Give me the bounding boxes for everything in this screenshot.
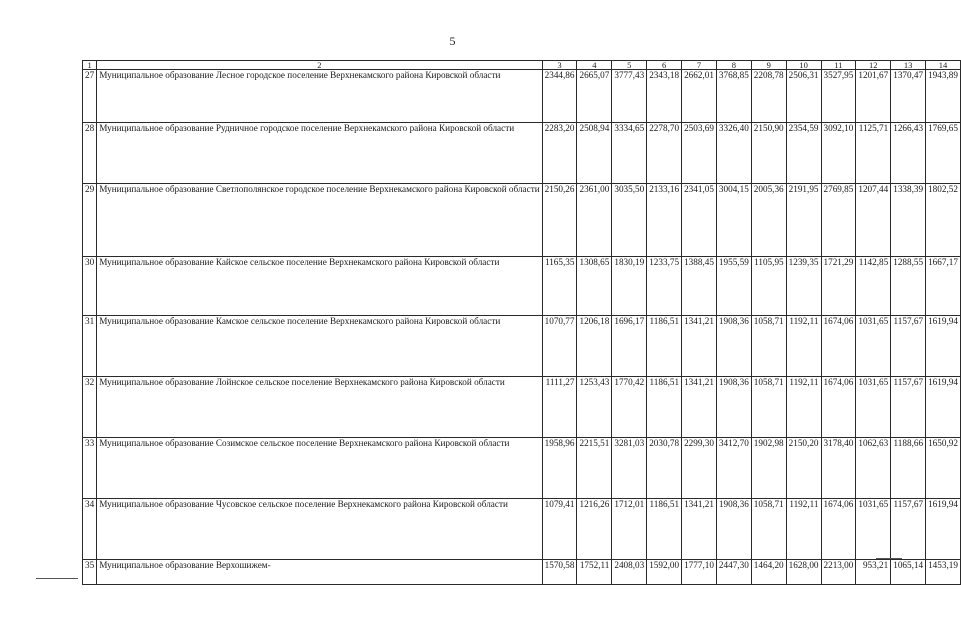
value-cell: 3768,85 [716,70,751,123]
value-cell: 1157,67 [891,377,926,438]
column-header: 1 [83,61,97,70]
value-cell: 2408,03 [612,560,647,585]
row-number: 33 [83,438,97,499]
column-header: 9 [751,61,786,70]
value-cell: 2283,20 [542,123,577,184]
column-header: 6 [647,61,682,70]
value-cell: 1157,67 [891,499,926,560]
value-cell: 2278,70 [647,123,682,184]
value-cell: 3178,40 [821,438,856,499]
value-cell: 1770,42 [612,377,647,438]
value-cell: 3527,95 [821,70,856,123]
value-cell: 1619,94 [926,377,961,438]
column-header: 13 [891,61,926,70]
value-cell: 1186,51 [647,499,682,560]
value-cell: 2506,31 [786,70,821,123]
value-cell: 1070,77 [542,316,577,377]
column-header: 7 [682,61,717,70]
municipality-name: Муниципальное образование Светлополянское городское поселение Верхнекамского района Кировской области [97,184,542,257]
value-cell: 1058,71 [751,377,786,438]
value-cell: 1288,55 [891,257,926,316]
value-cell: 1674,06 [821,316,856,377]
value-cell: 1752,11 [577,560,612,585]
value-cell: 1062,63 [856,438,891,499]
row-number: 27 [83,70,97,123]
value-cell: 1157,67 [891,316,926,377]
value-cell: 1650,92 [926,438,961,499]
value-cell: 1830,19 [612,257,647,316]
value-cell: 2213,00 [821,560,856,585]
column-header: 5 [612,61,647,70]
value-cell: 2150,90 [751,123,786,184]
value-cell: 1955,59 [716,257,751,316]
row-number: 28 [83,123,97,184]
value-cell: 1674,06 [821,377,856,438]
value-cell: 1341,21 [682,316,717,377]
value-cell: 1031,65 [856,499,891,560]
value-cell: 1111,27 [542,377,577,438]
value-cell: 1253,43 [577,377,612,438]
value-cell: 1079,41 [542,499,577,560]
row-number: 35 [83,560,97,585]
value-cell: 1712,01 [612,499,647,560]
value-cell: 1188,66 [891,438,926,499]
row-number: 29 [83,184,97,257]
municipality-name: Муниципальное образование Лесное городское поселение Верхнекамского района Кировской области [97,70,542,123]
value-cell: 1370,47 [891,70,926,123]
column-header: 10 [786,61,821,70]
value-cell: 2341,05 [682,184,717,257]
table-row [83,560,961,585]
value-cell: 1165,35 [542,257,577,316]
margin-rule-left [36,578,78,579]
value-cell: 3035,50 [612,184,647,257]
value-cell: 953,21 [856,560,891,585]
value-cell: 1777,10 [682,560,717,585]
municipality-name: Муниципальное образование Верхошижем- [97,560,542,585]
value-cell: 1058,71 [751,316,786,377]
table-row [83,70,961,123]
column-header: 14 [926,61,961,70]
data-table [82,60,961,585]
value-cell: 1464,20 [751,560,786,585]
row-number: 34 [83,499,97,560]
value-cell: 3281,03 [612,438,647,499]
value-cell: 2150,20 [786,438,821,499]
value-cell: 1207,44 [856,184,891,257]
value-cell: 1142,85 [856,257,891,316]
value-cell: 1266,43 [891,123,926,184]
value-cell: 3092,10 [821,123,856,184]
value-cell: 1031,65 [856,377,891,438]
value-cell: 1958,96 [542,438,577,499]
value-cell: 2662,01 [682,70,717,123]
value-cell: 1308,65 [577,257,612,316]
row-number: 30 [83,257,97,316]
value-cell: 3412,70 [716,438,751,499]
value-cell: 3004,15 [716,184,751,257]
value-cell: 1943,89 [926,70,961,123]
value-cell: 2030,78 [647,438,682,499]
value-cell: 1186,51 [647,316,682,377]
value-cell: 1058,71 [751,499,786,560]
value-cell: 1628,00 [786,560,821,585]
table-row [83,184,961,257]
value-cell: 1065,14 [891,560,926,585]
value-cell: 1674,06 [821,499,856,560]
column-header: 4 [577,61,612,70]
value-cell: 1192,11 [786,316,821,377]
value-cell: 1908,36 [716,499,751,560]
value-cell: 1619,94 [926,499,961,560]
column-header: 8 [716,61,751,70]
value-cell: 1206,18 [577,316,612,377]
value-cell: 2447,30 [716,560,751,585]
value-cell: 1592,00 [647,560,682,585]
value-cell: 1233,75 [647,257,682,316]
value-cell: 1192,11 [786,377,821,438]
value-cell: 2361,00 [577,184,612,257]
value-cell: 2343,18 [647,70,682,123]
value-cell: 1239,35 [786,257,821,316]
value-cell: 2503,69 [682,123,717,184]
value-cell: 2354,59 [786,123,821,184]
value-cell: 1902,98 [751,438,786,499]
municipality-name: Муниципальное образование Кайское сельское поселение Верхнекамского района Кировской области [97,257,542,316]
value-cell: 2665,07 [577,70,612,123]
table-row [83,377,961,438]
value-cell: 1453,19 [926,560,961,585]
value-cell: 1908,36 [716,316,751,377]
value-cell: 1192,11 [786,499,821,560]
value-cell: 1802,52 [926,184,961,257]
value-cell: 2005,36 [751,184,786,257]
value-cell: 1619,94 [926,316,961,377]
value-cell: 2344,86 [542,70,577,123]
value-cell: 1769,65 [926,123,961,184]
value-cell: 1341,21 [682,377,717,438]
column-header-row [83,61,961,70]
page-number: 5 [449,34,456,48]
value-cell: 1341,21 [682,499,717,560]
value-cell: 1201,67 [856,70,891,123]
municipality-name: Муниципальное образование Камское сельское поселение Верхнекамского района Кировской области [97,316,542,377]
value-cell: 3334,65 [612,123,647,184]
value-cell: 1105,95 [751,257,786,316]
municipality-name: Муниципальное образование Созимское сельское поселение Верхнекамского района Кировской области [97,438,542,499]
value-cell: 1216,26 [577,499,612,560]
municipality-name: Муниципальное образование Рудничное городское поселение Верхнекамского района Кировской области [97,123,542,184]
value-cell: 1388,45 [682,257,717,316]
value-cell: 3777,43 [612,70,647,123]
value-cell: 2191,95 [786,184,821,257]
table-row [83,316,961,377]
table-row [83,499,961,560]
value-cell: 1186,51 [647,377,682,438]
value-cell: 2208,78 [751,70,786,123]
value-cell: 1667,17 [926,257,961,316]
table-row [83,438,961,499]
value-cell: 1338,39 [891,184,926,257]
value-cell: 1031,65 [856,316,891,377]
value-cell: 2133,16 [647,184,682,257]
row-number: 32 [83,377,97,438]
municipality-name: Муниципальное образование Чусовское сельское поселение Верхнекамского района Кировской области [97,499,542,560]
value-cell: 1125,71 [856,123,891,184]
table-row [83,123,961,184]
column-header: 3 [542,61,577,70]
value-cell: 2508,94 [577,123,612,184]
value-cell: 2150,26 [542,184,577,257]
column-header: 11 [821,61,856,70]
row-number: 31 [83,316,97,377]
value-cell: 1721,29 [821,257,856,316]
margin-rule-right [876,558,902,559]
value-cell: 1696,17 [612,316,647,377]
table-row [83,257,961,316]
municipality-name: Муниципальное образование Лойнское сельское поселение Верхнекамского района Кировской области [97,377,542,438]
value-cell: 2299,30 [682,438,717,499]
value-cell: 2215,51 [577,438,612,499]
column-header: 12 [856,61,891,70]
column-header: 2 [97,61,542,70]
value-cell: 2769,85 [821,184,856,257]
value-cell: 3326,40 [716,123,751,184]
value-cell: 1908,36 [716,377,751,438]
value-cell: 1570,58 [542,560,577,585]
